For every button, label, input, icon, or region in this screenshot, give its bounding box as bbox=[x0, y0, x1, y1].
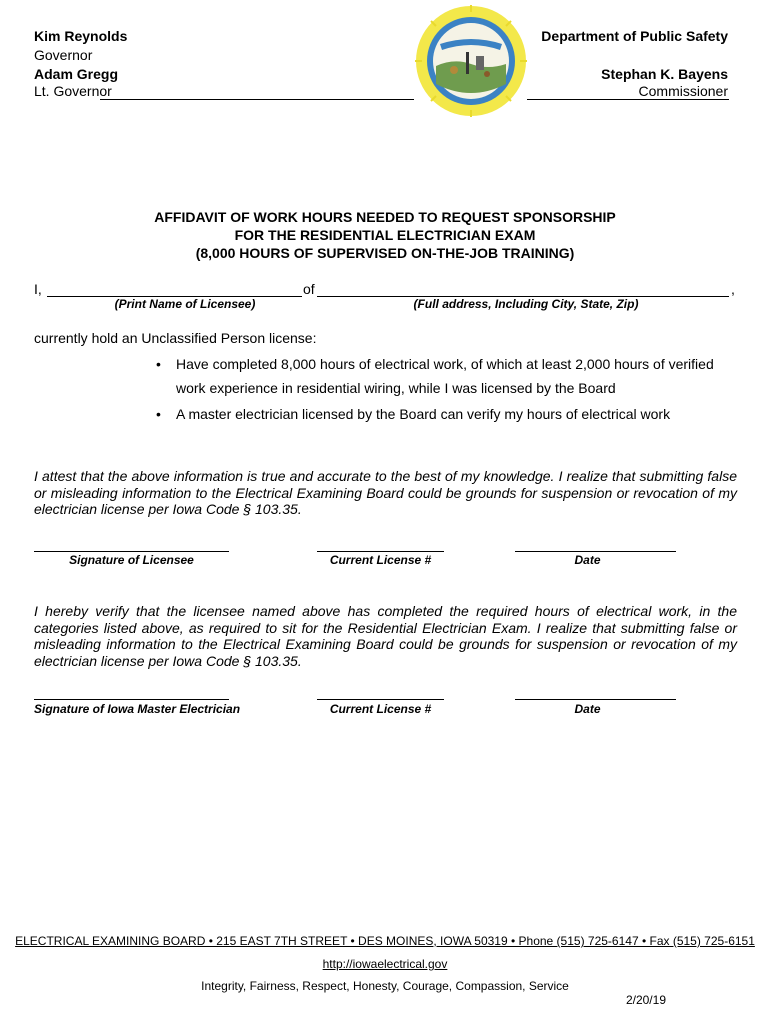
declaration-prefix: I, bbox=[34, 281, 42, 297]
master-current-license-label: Current License # bbox=[329, 702, 432, 716]
signature-of-master-label: Signature of Iowa Master Electrician bbox=[34, 702, 241, 716]
form-title-line3: (8,000 HOURS OF SUPERVISED ON-THE-JOB TRAINING) bbox=[195, 245, 575, 261]
footer-url-link[interactable]: http://iowaelectrical.gov bbox=[322, 957, 448, 971]
address-caption: (Full address, Including City, State, Zip) bbox=[413, 297, 639, 311]
master-signature-field[interactable] bbox=[34, 699, 229, 700]
footer-address: ELECTRICAL EXAMINING BOARD • 215 EAST 7TH STREET • DES MOINES, IOWA 50319 • Phone (515) 725-6147 • Fax (515) 725-6151 bbox=[15, 934, 755, 948]
current-license-label: Current License # bbox=[329, 553, 432, 567]
governor-title: Governor bbox=[34, 47, 93, 63]
governor-name: Kim Reynolds bbox=[34, 28, 128, 44]
requirements-list bbox=[156, 352, 716, 426]
bullet-icon: • bbox=[156, 406, 161, 422]
state-seal-icon bbox=[414, 4, 528, 118]
license-statement: currently hold an Unclassified Person license: bbox=[34, 330, 317, 346]
list-item: • A master electrician licensed by the Board can verify my hours of electrical work bbox=[156, 402, 716, 426]
form-title-line2: FOR THE RESIDENTIAL ELECTRICIAN EXAM bbox=[234, 227, 536, 243]
header-right-rule bbox=[527, 99, 729, 100]
declaration-suffix: , bbox=[731, 281, 735, 297]
signature-of-licensee-label: Signature of Licensee bbox=[69, 553, 194, 567]
commissioner-name: Stephan K. Bayens bbox=[601, 66, 728, 82]
licensee-attestation: I attest that the above information is true and accurate to the best of my knowledge. I realize that submitting false or misleading information to the Electrical Examining Board could be grounds for suspension or revocation of my electrician license per Iowa Code § 103.35. bbox=[34, 468, 737, 517]
master-license-field[interactable] bbox=[317, 699, 444, 700]
master-date-label: Date bbox=[574, 702, 601, 716]
licensee-date-field[interactable] bbox=[515, 551, 676, 552]
bullet-icon: • bbox=[156, 356, 161, 372]
commissioner-title: Commissioner bbox=[638, 83, 728, 99]
revision-date: 2/20/19 bbox=[625, 993, 666, 1007]
date-label: Date bbox=[574, 553, 601, 567]
licensee-signature-field[interactable] bbox=[34, 551, 229, 552]
department-name: Department of Public Safety bbox=[541, 28, 728, 44]
declaration-of: of bbox=[303, 281, 315, 297]
name-caption: (Print Name of Licensee) bbox=[114, 297, 256, 311]
licensee-license-field[interactable] bbox=[317, 551, 444, 552]
master-date-field[interactable] bbox=[515, 699, 676, 700]
master-verification: I hereby verify that the licensee named above has completed the required hours of electrical work, in the categories listed above, as required to sit for the Residential Electrician Exam. I realize that submitting false or misleading information to the Electrical Examining Board could be grounds for suspension or revocation of my electrician license per Iowa Code § 103.35. bbox=[34, 603, 737, 669]
footer-values: Integrity, Fairness, Respect, Honesty, Courage, Compassion, Service bbox=[201, 979, 569, 993]
header-left-rule bbox=[100, 99, 414, 100]
lt-governor-title: Lt. Governor bbox=[34, 83, 112, 99]
list-item: • Have completed 8,000 hours of electrical work, of which at least 2,000 hours of verified work experience in residential wiring, while I was licensed by the Board bbox=[156, 352, 716, 400]
lt-governor-name: Adam Gregg bbox=[34, 66, 119, 82]
form-title-line1: AFFIDAVIT OF WORK HOURS NEEDED TO REQUEST SPONSORSHIP bbox=[154, 209, 616, 225]
